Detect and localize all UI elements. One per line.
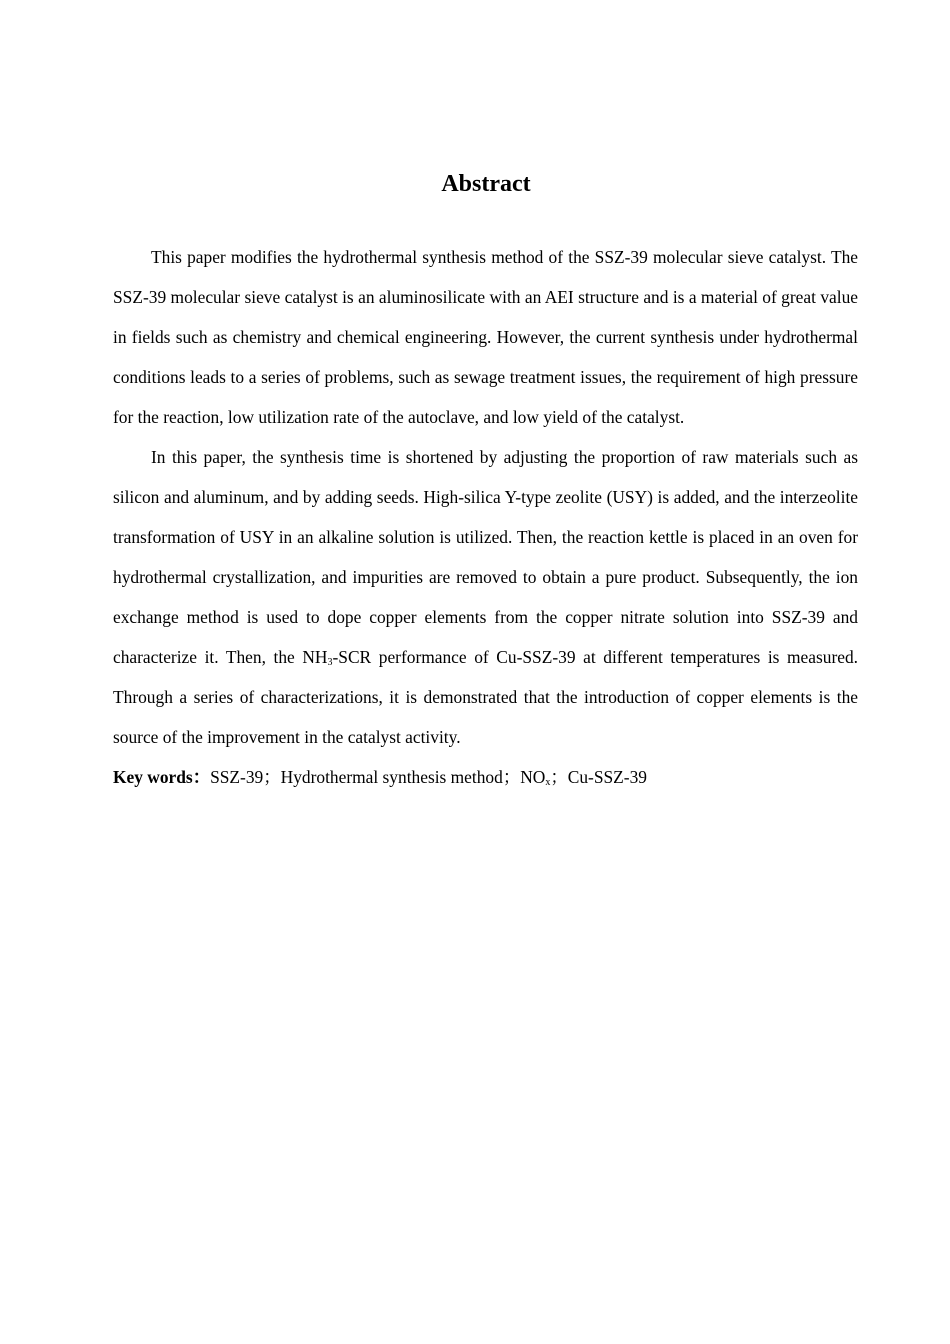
- keyword-separator: ；: [550, 767, 568, 787]
- abstract-paragraph-2: [113, 437, 858, 757]
- nh3-subscript: 3: [327, 657, 333, 668]
- keyword-hydrothermal: Hydrothermal synthesis method；: [280, 767, 521, 787]
- abstract-body: [113, 237, 858, 797]
- keywords-line: [113, 757, 858, 797]
- nox-subscript: x: [545, 777, 551, 788]
- abstract-title: Abstract: [441, 171, 531, 197]
- paragraph-2-text-start: In this paper, the synthesis time is shortened by adjusting the proportion of raw materials such as silicon and aluminum, and by adding seeds. High-silica Y-type zeolite (USY) is added, and the interzeolite transformation of USY in an alkaline solution is utilized. Then, the reaction kettle is placed in an oven for hydrothermal crystallization, and impurities are removed to obtain a pure product. Subsequently, the ion exchange method is used to dope copper elements from the copper nitrate solution into SSZ-39 and characterize it. Then, the NH: [113, 447, 858, 667]
- abstract-paragraph-1: This paper modifies the hydrothermal synthesis method of the SSZ-39 molecular sieve catalyst. The SSZ-39 molecular sieve catalyst is an aluminosilicate with an AEI structure and is a material of great value in fields such as chemistry and chemical engineering. However, the current synthesis under hydrothermal conditions leads to a series of problems, such as sewage treatment issues, the requirement of high pressure for the reaction, low utilization rate of the autoclave, and low yield of the catalyst.: [113, 247, 858, 427]
- keyword-nox: NO: [520, 767, 546, 787]
- paragraph-2-text-end: -SCR performance of Cu-SSZ-39 at different temperatures is measured. Through a series of characterizations, it is demonstrated that the introduction of copper elements is the source of the improvement in the catalyst activity.: [113, 647, 858, 747]
- keyword-ssz39: SSZ-39；: [210, 767, 281, 787]
- keywords-label: Key words：: [113, 767, 211, 787]
- keyword-cu-ssz39: Cu-SSZ-39: [567, 767, 647, 787]
